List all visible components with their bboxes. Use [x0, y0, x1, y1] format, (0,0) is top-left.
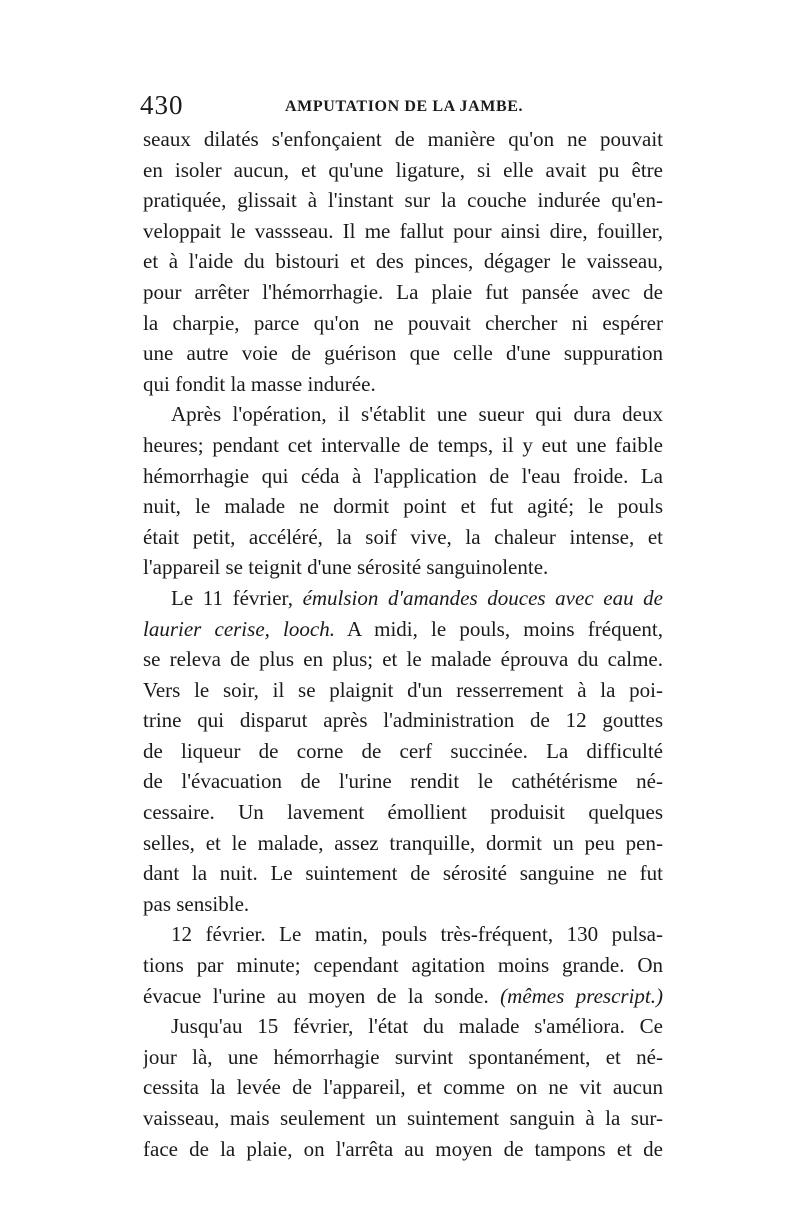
text-line: qui fondit la masse indurée. — [143, 371, 376, 396]
text-line: pratiquée, glissait à l'instant sur la couche indurée qu'en- — [143, 188, 663, 213]
text-line: nuit, le malade ne dormit point et fut agité; le pouls — [143, 494, 663, 519]
body-text — [143, 124, 663, 1164]
page-number: 430 — [140, 90, 184, 120]
text-line: cessaire. Un lavement émollient produisit quelques — [143, 800, 663, 825]
text-line: seaux dilatés s'enfonçaient de manière qu'on ne pouvait — [143, 127, 663, 151]
text-line: de liqueur de corne de cerf succinée. La difficulté — [143, 738, 663, 763]
text-line — [143, 981, 663, 1012]
text-line: cessita la levée de l'appareil, et comme on ne vit aucun — [143, 1075, 663, 1100]
text-line: en isoler aucun, et qu'une ligature, si elle avait pu être — [143, 157, 663, 182]
text-line: heures; pendant cet intervalle de temps, il y eut une faible — [143, 432, 663, 457]
text-line: de l'évacuation de l'urine rendit le cathétérisme né- — [143, 769, 663, 794]
paragraph-start-line — [143, 583, 663, 614]
running-title: AMPUTATION DE LA JAMBE. — [285, 98, 524, 115]
text-line: veloppait le vassseau. Il me fallut pour ainsi dire, fouiller, — [143, 218, 663, 243]
narrative-text: évacue l'urine au moyen de la sonde. — [143, 983, 501, 1008]
text-line: trine qui disparut après l'administration de 12 gouttes — [143, 708, 663, 733]
text-line — [143, 614, 663, 645]
narrative-text: A midi, le pouls, moins fréquent, — [334, 616, 663, 641]
prescription-text: laurier cerise, looch. — [143, 616, 335, 641]
text-line: pas sensible. — [143, 891, 250, 916]
text-line: hémorrhagie qui céda à l'application de l'eau froide. La — [143, 463, 663, 488]
text-line: était petit, accéléré, la soif vive, la chaleur intense, et — [143, 524, 663, 549]
prescription-text: émulsion d'amandes douces avec eau de — [302, 585, 663, 610]
text-line: l'appareil se teignit d'une sérosité sanguinolente. — [143, 555, 549, 580]
text-line: jour là, une hémorrhagie survint spontanément, et né- — [143, 1044, 663, 1069]
text-line: pour arrêter l'hémorrhagie. La plaie fut pansée avec de — [143, 279, 663, 304]
prescription-text: (mêmes prescript.) — [500, 983, 663, 1008]
text-line: tions par minute; cependant agitation moins grande. On — [143, 953, 663, 978]
text-line: vaisseau, mais seulement un suintement sanguin à la sur- — [143, 1106, 663, 1130]
text-line: dant la nuit. Le suintement de sérosité sanguine ne fut — [143, 861, 663, 886]
paragraph-start-line: Jusqu'au 15 février, l'état du malade s'améliora. Ce — [171, 1014, 663, 1039]
paragraph-start-line: Après l'opération, il s'établit une sueur qui dura deux — [171, 402, 663, 427]
date-text: Le 11 février, — [171, 585, 303, 610]
text-line: se releva de plus en plus; et le malade éprouva du calme. — [143, 647, 663, 672]
text-line: une autre voie de guérison que celle d'une suppuration — [143, 341, 663, 366]
text-line: Vers le soir, il se plaignit d'un resserrement à la poi- — [143, 677, 663, 702]
paragraph-start-line: 12 février. Le matin, pouls très-fréquent, 130 pulsa- — [171, 922, 663, 947]
text-line: la charpie, parce qu'on ne pouvait chercher ni espérer — [143, 310, 663, 335]
text-line: et à l'aide du bistouri et des pinces, dégager le vaisseau, — [143, 249, 663, 274]
text-line: selles, et le malade, assez tranquille, dormit un peu pen- — [143, 830, 663, 855]
running-head — [140, 90, 670, 120]
text-line: face de la plaie, on l'arrêta au moyen de tampons et de — [143, 1136, 663, 1161]
